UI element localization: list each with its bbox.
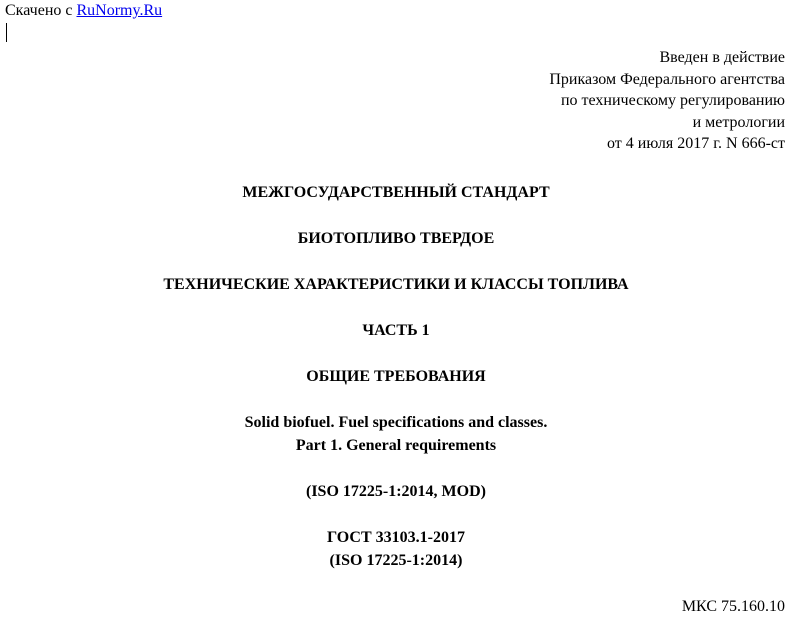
english-title-line-1: Solid biofuel. Fuel specifications and classes. bbox=[244, 414, 548, 431]
title-line-2: ТЕХНИЧЕСКИЕ ХАРАКТЕРИСТИКИ И КЛАССЫ ТОПЛИВА bbox=[163, 276, 629, 293]
enactment-line: по техническому регулированию bbox=[560, 92, 785, 109]
iso-reference: (ISO 17225-1:2014) bbox=[329, 552, 463, 569]
part-heading: ЧАСТЬ 1 bbox=[362, 322, 430, 339]
enactment-line: Введен в действие bbox=[659, 49, 785, 66]
part-title: ОБЩИЕ ТРЕБОВАНИЯ bbox=[306, 368, 486, 385]
enactment-line: и метрологии bbox=[692, 113, 785, 131]
source-prefix: Скачено с bbox=[5, 2, 77, 19]
enactment-line: Приказом Федерального агентства bbox=[549, 70, 785, 88]
source-line bbox=[5, 2, 162, 20]
text-cursor bbox=[6, 23, 7, 42]
title-line-1: БИОТОПЛИВО ТВЕРДОЕ bbox=[297, 230, 495, 247]
source-link[interactable]: RuNormy.Ru bbox=[76, 2, 163, 19]
standard-type-heading: МЕЖГОСУДАРСТВЕННЫЙ СТАНДАРТ bbox=[242, 184, 550, 201]
mks-code: МКС 75.160.10 bbox=[681, 598, 785, 615]
enactment-line: от 4 июля 2017 г. N 666-ст bbox=[607, 135, 785, 152]
english-title-line-2: Part 1. General requirements bbox=[295, 437, 497, 454]
gost-number: ГОСТ 33103.1-2017 bbox=[327, 529, 465, 546]
enactment-block bbox=[549, 47, 785, 155]
iso-modification: (ISO 17225-1:2014, MOD) bbox=[306, 483, 486, 500]
